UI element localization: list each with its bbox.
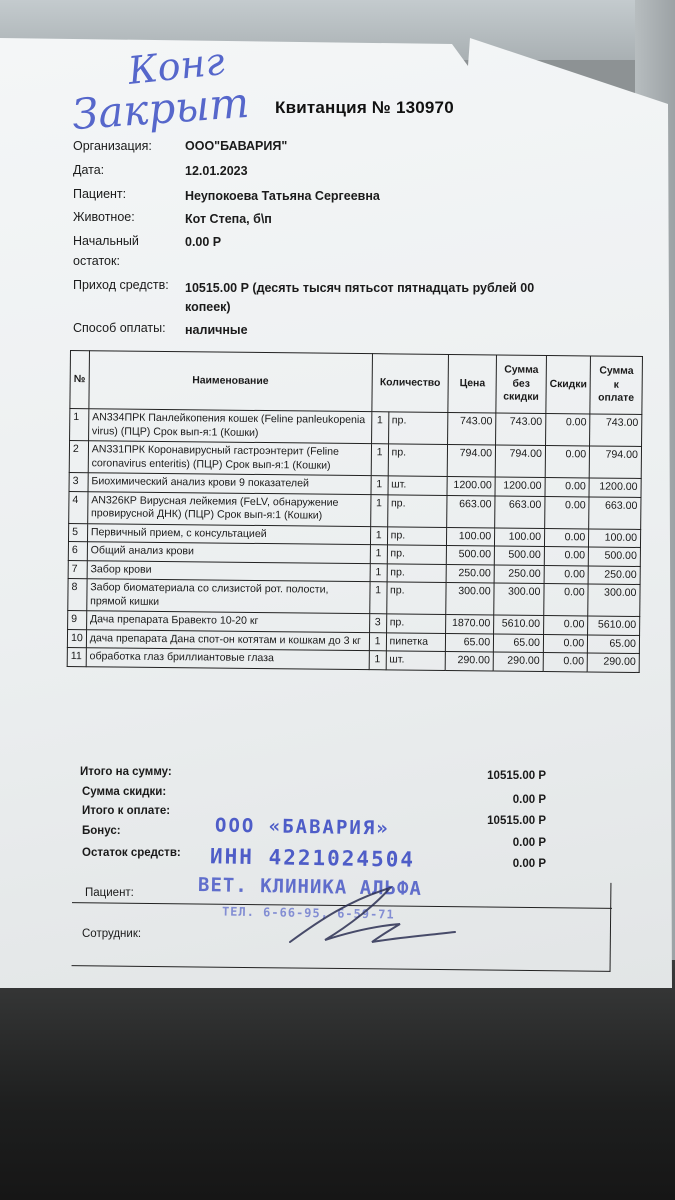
- row-qty: 1: [369, 632, 386, 651]
- field-label-income: Приход средств:: [73, 278, 169, 292]
- row-sum: 500.00: [494, 546, 544, 565]
- row-num: 4: [69, 491, 88, 523]
- row-num: 7: [68, 560, 87, 579]
- row-to-pay: 65.00: [588, 634, 640, 653]
- row-price: 250.00: [446, 564, 494, 583]
- stamp-line-company: ООО «БАВАРИЯ»: [214, 814, 390, 840]
- row-unit: пр.: [387, 563, 447, 582]
- row-qty: 1: [370, 526, 387, 545]
- row-to-pay: 794.00: [589, 446, 641, 479]
- handwritten-signature: [280, 880, 480, 950]
- row-name: Дача препарата Бравекто 10-20 кг: [86, 611, 369, 632]
- field-value-income-2: копеек): [185, 300, 231, 314]
- row-unit: пр.: [388, 412, 448, 445]
- row-price: 1200.00: [447, 476, 495, 495]
- row-discount: 0.00: [545, 496, 590, 528]
- row-qty: 1: [369, 582, 386, 614]
- row-to-pay: 100.00: [589, 528, 641, 547]
- total-label-bonus: Бонус:: [82, 825, 121, 837]
- row-name: Биохимический анализ крови 9 показателей: [88, 473, 371, 494]
- total-value-to-pay: 10515.00 Р: [487, 815, 546, 827]
- row-num: 10: [67, 629, 86, 648]
- header-sum: Сумма без скидки: [496, 355, 546, 414]
- row-sum: 250.00: [494, 564, 544, 583]
- stamp-line-clinic: ВЕТ. КЛИНИКА АЛЬФА: [197, 874, 423, 900]
- row-num: 9: [68, 610, 87, 629]
- row-discount: 0.00: [545, 445, 590, 477]
- field-label-patient: Пациент:: [73, 187, 127, 201]
- field-label-opening-balance-2: остаток:: [73, 254, 120, 268]
- row-sum: 1200.00: [495, 477, 545, 496]
- background-table-surface: [0, 960, 675, 1200]
- row-price: 65.00: [446, 633, 494, 652]
- field-value-animal: Кот Степа, б\п: [185, 212, 272, 226]
- row-unit: пр.: [386, 582, 446, 615]
- total-label-to-pay: Итого к оплате:: [82, 805, 171, 817]
- signature-label-patient: Пациент:: [85, 887, 134, 899]
- field-value-opening-balance: 0.00 Р: [185, 235, 222, 249]
- field-value-patient: Неупокоева Татьяна Сергеевна: [185, 189, 380, 203]
- row-sum: 290.00: [493, 652, 543, 671]
- row-price: 300.00: [446, 582, 494, 614]
- row-sum: 743.00: [496, 413, 546, 446]
- row-price: 500.00: [447, 545, 495, 564]
- row-num: 3: [69, 472, 88, 491]
- table-header-row: [70, 351, 643, 415]
- header-price: Цена: [448, 354, 496, 412]
- row-discount: 0.00: [544, 615, 588, 634]
- row-unit: пипетка: [386, 632, 446, 651]
- row-name: AN326КР Вирусная лейкемия (FeLV, обнаружение провирусной ДНК) (ПЦР) Срок вып-я:1 (Кошки): [87, 491, 370, 526]
- row-name: Забор крови: [87, 560, 370, 581]
- header-num: №: [70, 351, 89, 409]
- signature-label-staff: Сотрудник:: [82, 928, 142, 940]
- row-qty: 1: [371, 476, 388, 495]
- row-name: Общий анализ крови: [87, 542, 370, 563]
- row-qty: 1: [369, 651, 386, 670]
- row-num: 2: [69, 441, 88, 473]
- field-label-organization: Организация:: [73, 139, 152, 153]
- row-sum: 300.00: [494, 583, 544, 616]
- row-sum: 794.00: [495, 445, 545, 478]
- row-name: AN334ПРК Панлейкопения кошек (Feline panleukopenia virus) (ПЦР) Срок вып-я:1 (Кошки): [88, 409, 371, 444]
- total-label-sum: Итого на сумму:: [80, 766, 172, 778]
- header-qty: Количество: [372, 354, 449, 413]
- total-value-balance: 0.00 Р: [512, 858, 546, 870]
- row-qty: 1: [370, 563, 387, 582]
- total-label-balance: Остаток средств:: [82, 847, 181, 859]
- row-price: 794.00: [447, 444, 495, 476]
- row-qty: 1: [370, 494, 387, 526]
- row-to-pay: 743.00: [590, 414, 642, 447]
- row-unit: пр.: [387, 494, 447, 527]
- field-label-date: Дата:: [73, 163, 105, 177]
- row-discount: 0.00: [544, 565, 588, 584]
- row-sum: 5610.00: [494, 615, 544, 634]
- row-discount: 0.00: [544, 546, 588, 565]
- row-discount: 0.00: [544, 528, 588, 547]
- field-label-opening-balance: Начальный: [73, 234, 139, 248]
- field-label-animal: Животное:: [73, 210, 135, 224]
- header-to-pay: Сумма к оплате: [590, 356, 642, 415]
- row-to-pay: 500.00: [589, 547, 641, 566]
- row-price: 290.00: [445, 651, 493, 670]
- row-unit: шт.: [388, 476, 448, 495]
- row-price: 1870.00: [446, 614, 494, 633]
- row-unit: пр.: [388, 444, 448, 477]
- row-unit: пр.: [387, 545, 447, 564]
- row-num: 1: [70, 409, 89, 441]
- row-qty: 3: [369, 614, 386, 633]
- row-to-pay: 300.00: [588, 584, 640, 617]
- items-table: [67, 350, 643, 672]
- row-discount: 0.00: [544, 583, 589, 615]
- row-to-pay: 5610.00: [588, 616, 640, 635]
- row-qty: 1: [371, 444, 388, 476]
- handwritten-note-1: Конг: [125, 39, 227, 93]
- field-value-income: 10515.00 Р (десять тысяч пятьсот пятнадцать рублей 00: [185, 281, 535, 295]
- row-name: обработка глаз бриллиантовые глаза: [86, 648, 369, 669]
- row-name: Забор биоматериала со слизистой рот. полости, прямой кишки: [87, 579, 370, 614]
- row-sum: 100.00: [495, 527, 545, 546]
- receipt-title: Квитанция № 130970: [275, 98, 454, 117]
- row-unit: пр.: [387, 526, 447, 545]
- row-discount: 0.00: [545, 477, 589, 496]
- row-sum: 663.00: [495, 495, 545, 528]
- row-to-pay: 290.00: [587, 653, 639, 672]
- field-value-date: 12.01.2023: [185, 164, 248, 178]
- row-name: AN331ПРК Коронавирусный гастроэнтерит (Feline coronavirus enteritis) (ПЦР) Срок вып-я:1 (Кошки): [88, 441, 371, 476]
- row-num: 8: [68, 578, 87, 610]
- total-value-bonus: 0.00 Р: [512, 837, 546, 849]
- total-value-sum: 10515.00 Р: [487, 770, 546, 782]
- row-unit: пр.: [386, 614, 446, 633]
- stamp-line-phone: ТЕЛ. 6-66-95, 6-59-71: [221, 904, 395, 922]
- row-to-pay: 663.00: [589, 496, 641, 529]
- total-label-discount: Сумма скидки:: [82, 786, 167, 798]
- handwritten-note-2: Закрыт: [70, 77, 251, 140]
- row-to-pay: 1200.00: [589, 478, 641, 497]
- row-price: 743.00: [448, 412, 496, 444]
- row-price: 663.00: [447, 495, 495, 527]
- row-name: дача препарата Дана спот-он котятам и кошкам до 3 кг: [86, 629, 369, 650]
- row-num: 5: [68, 523, 87, 542]
- stamp-line-inn: ИНН 4221024504: [209, 844, 416, 872]
- row-to-pay: 250.00: [588, 565, 640, 584]
- row-discount: 0.00: [543, 652, 587, 671]
- header-discount: Скидки: [546, 355, 591, 413]
- field-label-payment-method: Способ оплаты:: [73, 321, 166, 335]
- field-value-organization: ООО"БАВАРИЯ": [185, 139, 288, 153]
- field-value-payment-method: наличные: [185, 323, 248, 337]
- row-discount: 0.00: [543, 634, 587, 653]
- row-num: 6: [68, 541, 87, 560]
- row-qty: 1: [371, 412, 388, 444]
- row-qty: 1: [370, 545, 387, 564]
- row-name: Первичный прием, с консультацией: [87, 523, 370, 544]
- row-sum: 65.00: [494, 633, 544, 652]
- row-unit: шт.: [386, 651, 446, 670]
- total-value-discount: 0.00 Р: [512, 794, 546, 806]
- row-num: 11: [67, 647, 86, 666]
- row-discount: 0.00: [545, 413, 590, 445]
- header-name: Наименование: [89, 351, 372, 412]
- row-price: 100.00: [447, 527, 495, 546]
